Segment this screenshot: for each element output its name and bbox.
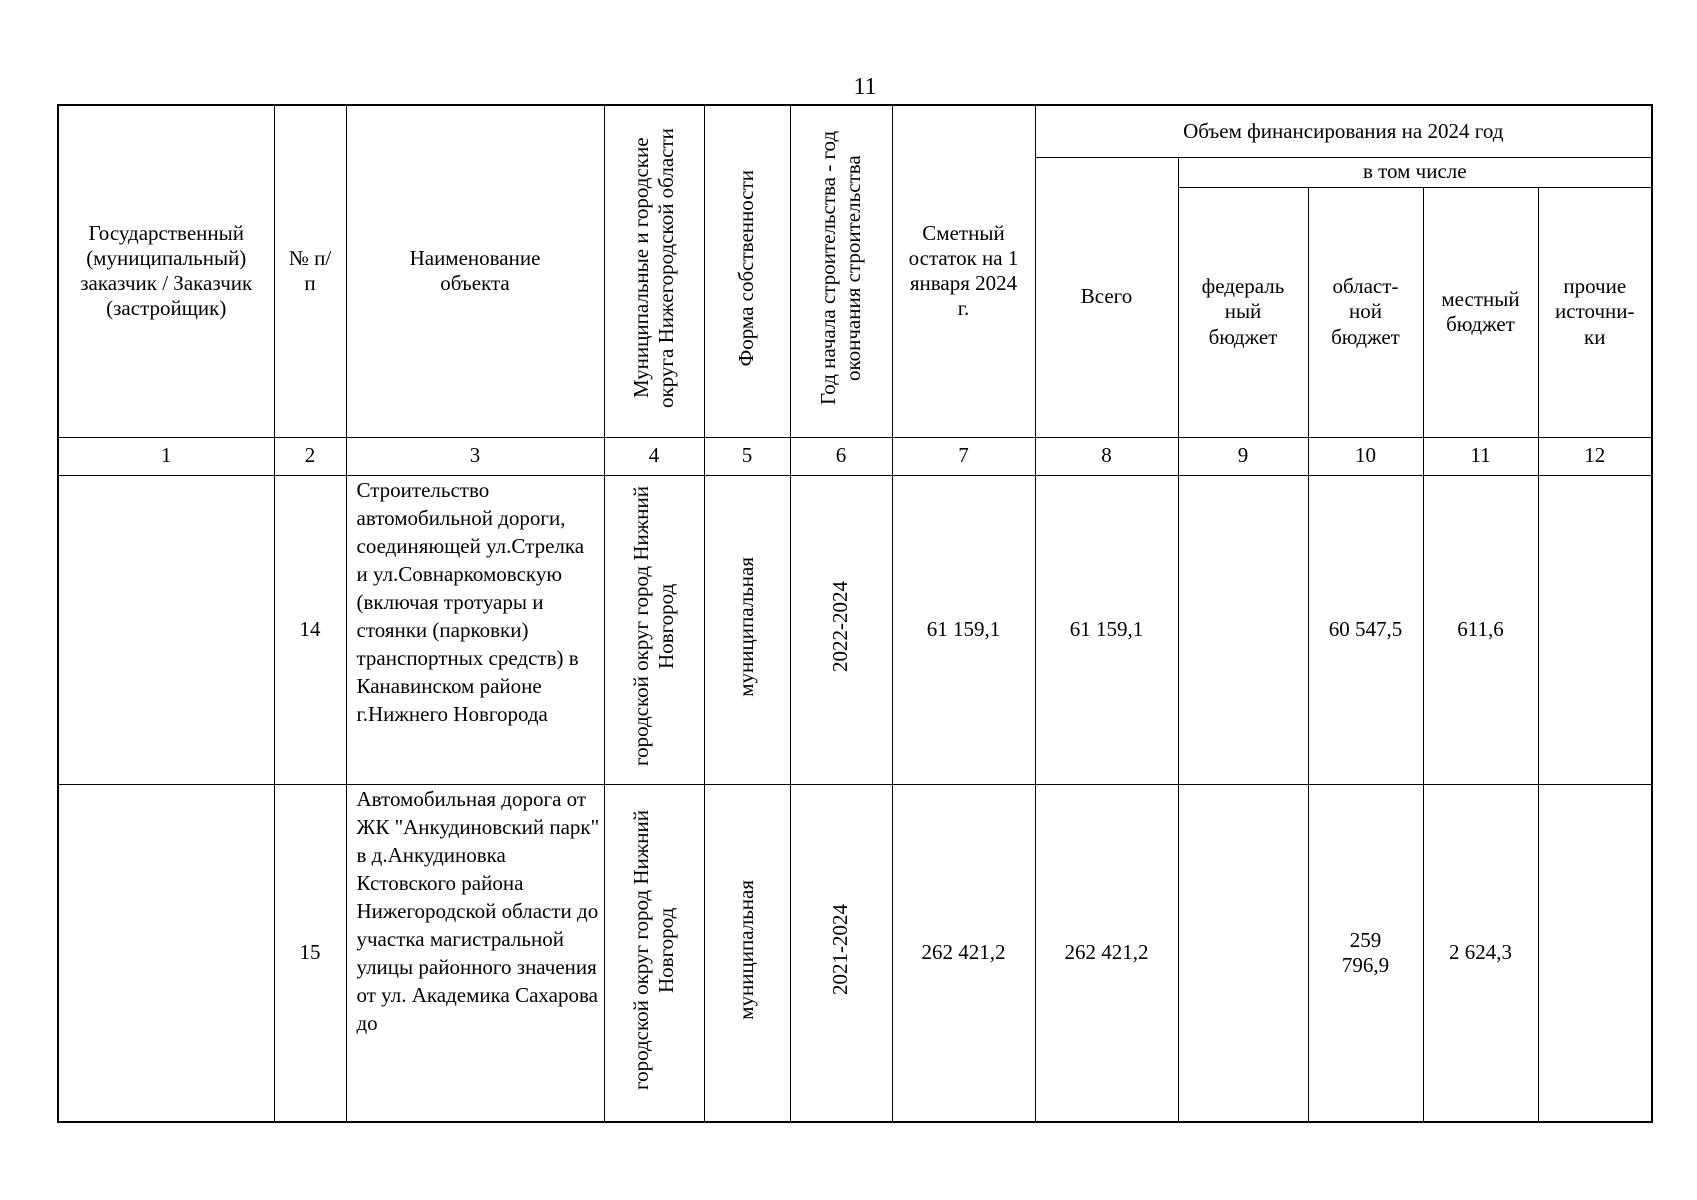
cell-district	[604, 475, 704, 784]
header-federal: федераль ный бюджет	[1178, 187, 1308, 437]
column-number-3: 3	[346, 437, 604, 475]
financing-table	[57, 104, 1653, 1123]
cell-federal	[1178, 784, 1308, 1122]
header-local: местный бюджет	[1423, 187, 1538, 437]
header-financing-title: Объем финансирования на 2024 год	[1035, 105, 1652, 157]
column-number-6: 6	[790, 437, 892, 475]
cell-total: 61 159,1	[1035, 475, 1178, 784]
header-years	[790, 105, 892, 437]
header-including: в том числе	[1178, 157, 1652, 187]
cell-district-text: городской округ город Нижний Новгород	[628, 486, 678, 767]
header-district	[604, 105, 704, 437]
header-years-text: Год начала строительства - год окончания строительства	[815, 131, 865, 406]
cell-total: 262 421,2	[1035, 784, 1178, 1122]
cell-district	[604, 784, 704, 1122]
table-row	[58, 784, 1652, 1122]
cell-local: 2 624,3	[1423, 784, 1538, 1122]
header-ownership-text: Форма собственности	[734, 169, 759, 367]
cell-district-text: городской округ город Нижний Новгород	[628, 809, 678, 1090]
column-number-9: 9	[1178, 437, 1308, 475]
cell-other	[1538, 784, 1652, 1122]
column-number-5: 5	[704, 437, 790, 475]
cell-ownership-text: муниципальная	[734, 879, 759, 1020]
header-object-name: Наименование объекта	[346, 105, 604, 437]
cell-ownership	[704, 475, 790, 784]
cell-ownership	[704, 784, 790, 1122]
header-total: Всего	[1035, 157, 1178, 437]
cell-customer	[58, 784, 274, 1122]
column-number-2: 2	[274, 437, 346, 475]
cell-years-text: 2022-2024	[828, 580, 853, 672]
cell-number: 15	[274, 784, 346, 1122]
cell-estimate: 262 421,2	[892, 784, 1035, 1122]
cell-federal	[1178, 475, 1308, 784]
cell-local: 611,6	[1423, 475, 1538, 784]
column-number-10: 10	[1308, 437, 1423, 475]
header-number: № п/п	[274, 105, 346, 437]
table-row	[58, 475, 1652, 784]
column-number-7: 7	[892, 437, 1035, 475]
cell-years-text: 2021-2024	[828, 904, 853, 996]
cell-regional: 259 796,9	[1308, 784, 1423, 1122]
cell-estimate: 61 159,1	[892, 475, 1035, 784]
cell-years	[790, 784, 892, 1122]
header-district-text: Муниципальные и городские округа Нижегородской области	[628, 128, 678, 409]
column-number-8: 8	[1035, 437, 1178, 475]
page-number: 11	[853, 74, 877, 100]
cell-ownership-text: муниципальная	[734, 556, 759, 697]
header-regional: област- ной бюджет	[1308, 187, 1423, 437]
header-ownership	[704, 105, 790, 437]
cell-number: 14	[274, 475, 346, 784]
header-other: прочие источни- ки	[1538, 187, 1652, 437]
cell-customer	[58, 475, 274, 784]
column-number-12: 12	[1538, 437, 1652, 475]
header-estimate: Сметный остаток на 1 января 2024 г.	[892, 105, 1035, 437]
cell-other	[1538, 475, 1652, 784]
cell-years	[790, 475, 892, 784]
cell-object-name: Строительство автомобильной дороги, соединяющей ул.Стрелка и ул.Совнаркомовскую (включая тротуары и стоянки (парковки) транспортных средств) в Канавинском районе г.Нижнего Новгорода	[346, 475, 604, 784]
column-number-1: 1	[58, 437, 274, 475]
cell-regional: 60 547,5	[1308, 475, 1423, 784]
column-number-4: 4	[604, 437, 704, 475]
header-customer: Государственный (муниципальный) заказчик / Заказчик (застройщик)	[58, 105, 274, 437]
cell-object-name: Автомобильная дорога от ЖК "Анкудиновский парк" в д.Анкудиновка Кстовского района Нижегородской области до участка магистральной улицы районного значения от ул. Академика Сахарова до	[346, 784, 604, 1122]
column-number-11: 11	[1423, 437, 1538, 475]
